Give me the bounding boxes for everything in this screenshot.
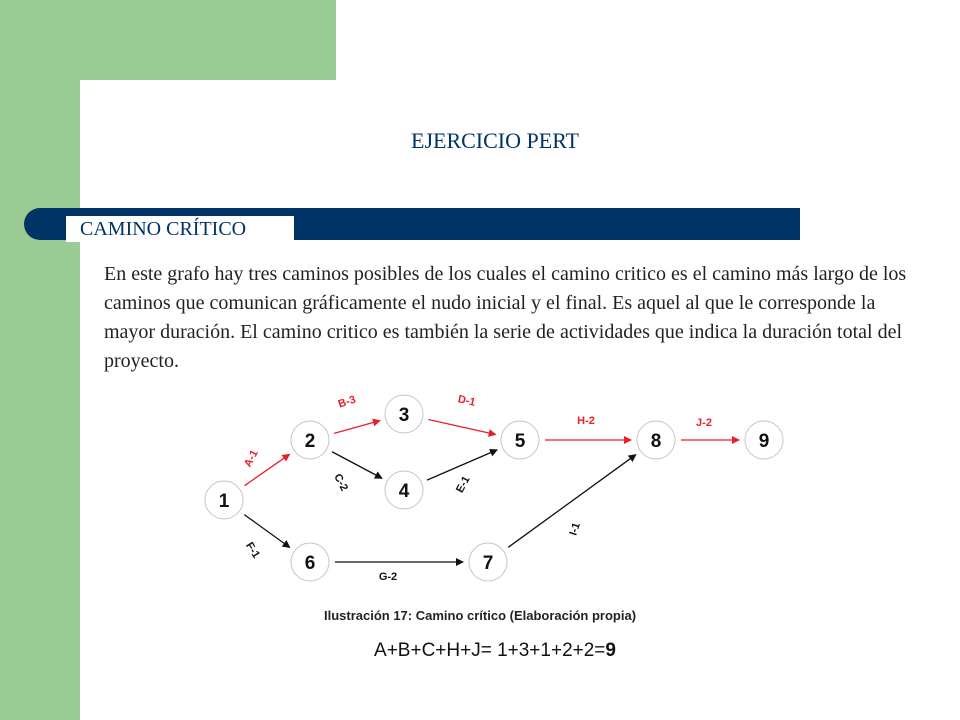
node-3-label: 3 bbox=[398, 405, 410, 426]
critical-path-formula bbox=[0, 640, 960, 662]
node-9-label: 9 bbox=[758, 431, 770, 452]
node-6-label: 6 bbox=[304, 553, 316, 574]
edge-label-c-2: C-2 bbox=[331, 471, 351, 494]
edge-2-3 bbox=[334, 421, 380, 434]
edge-3-5 bbox=[428, 419, 495, 434]
node-2-label: 2 bbox=[304, 431, 316, 452]
formula-result: 9 bbox=[605, 640, 616, 661]
node-4-label: 4 bbox=[398, 481, 410, 502]
figure-caption: Ilustración 17: Camino crítico (Elaboración propia) bbox=[323, 608, 637, 623]
node-8-label: 8 bbox=[650, 431, 662, 452]
formula-main: A+B+C+H+J= 1+3+1+2+2= bbox=[374, 640, 606, 661]
node-7-label: 7 bbox=[482, 553, 494, 574]
section-label: CAMINO CRÍTICO bbox=[66, 216, 294, 242]
edge-label-i-1: I-1 bbox=[567, 521, 583, 538]
edge-label-d-1: D-1 bbox=[456, 393, 477, 409]
edge-label-j-2: J-2 bbox=[696, 417, 712, 429]
edge-label-h-2: H-2 bbox=[577, 415, 595, 427]
edge-label-g-2: G-2 bbox=[378, 571, 398, 583]
slide-title: EJERCICIO PERT bbox=[411, 128, 579, 153]
edge-label-f-1: F-1 bbox=[243, 540, 263, 561]
node-5-label: 5 bbox=[514, 431, 526, 452]
edge-label-a-1: A-1 bbox=[241, 447, 261, 470]
edge-label-b-3: B-3 bbox=[336, 393, 358, 411]
node-1-label: 1 bbox=[218, 491, 230, 512]
body-paragraph: En este grafo hay tres caminos posibles de los cuales el camino critico es el camino más largo de los caminos que comunican gráficamente el nudo inicial y el final. Es aquel al que le corresponde la mayor duración. El camino critico es también la serie de actividades que indica la duración total del proyecto. bbox=[104, 263, 907, 372]
edge-label-e-1: E-1 bbox=[454, 474, 473, 495]
